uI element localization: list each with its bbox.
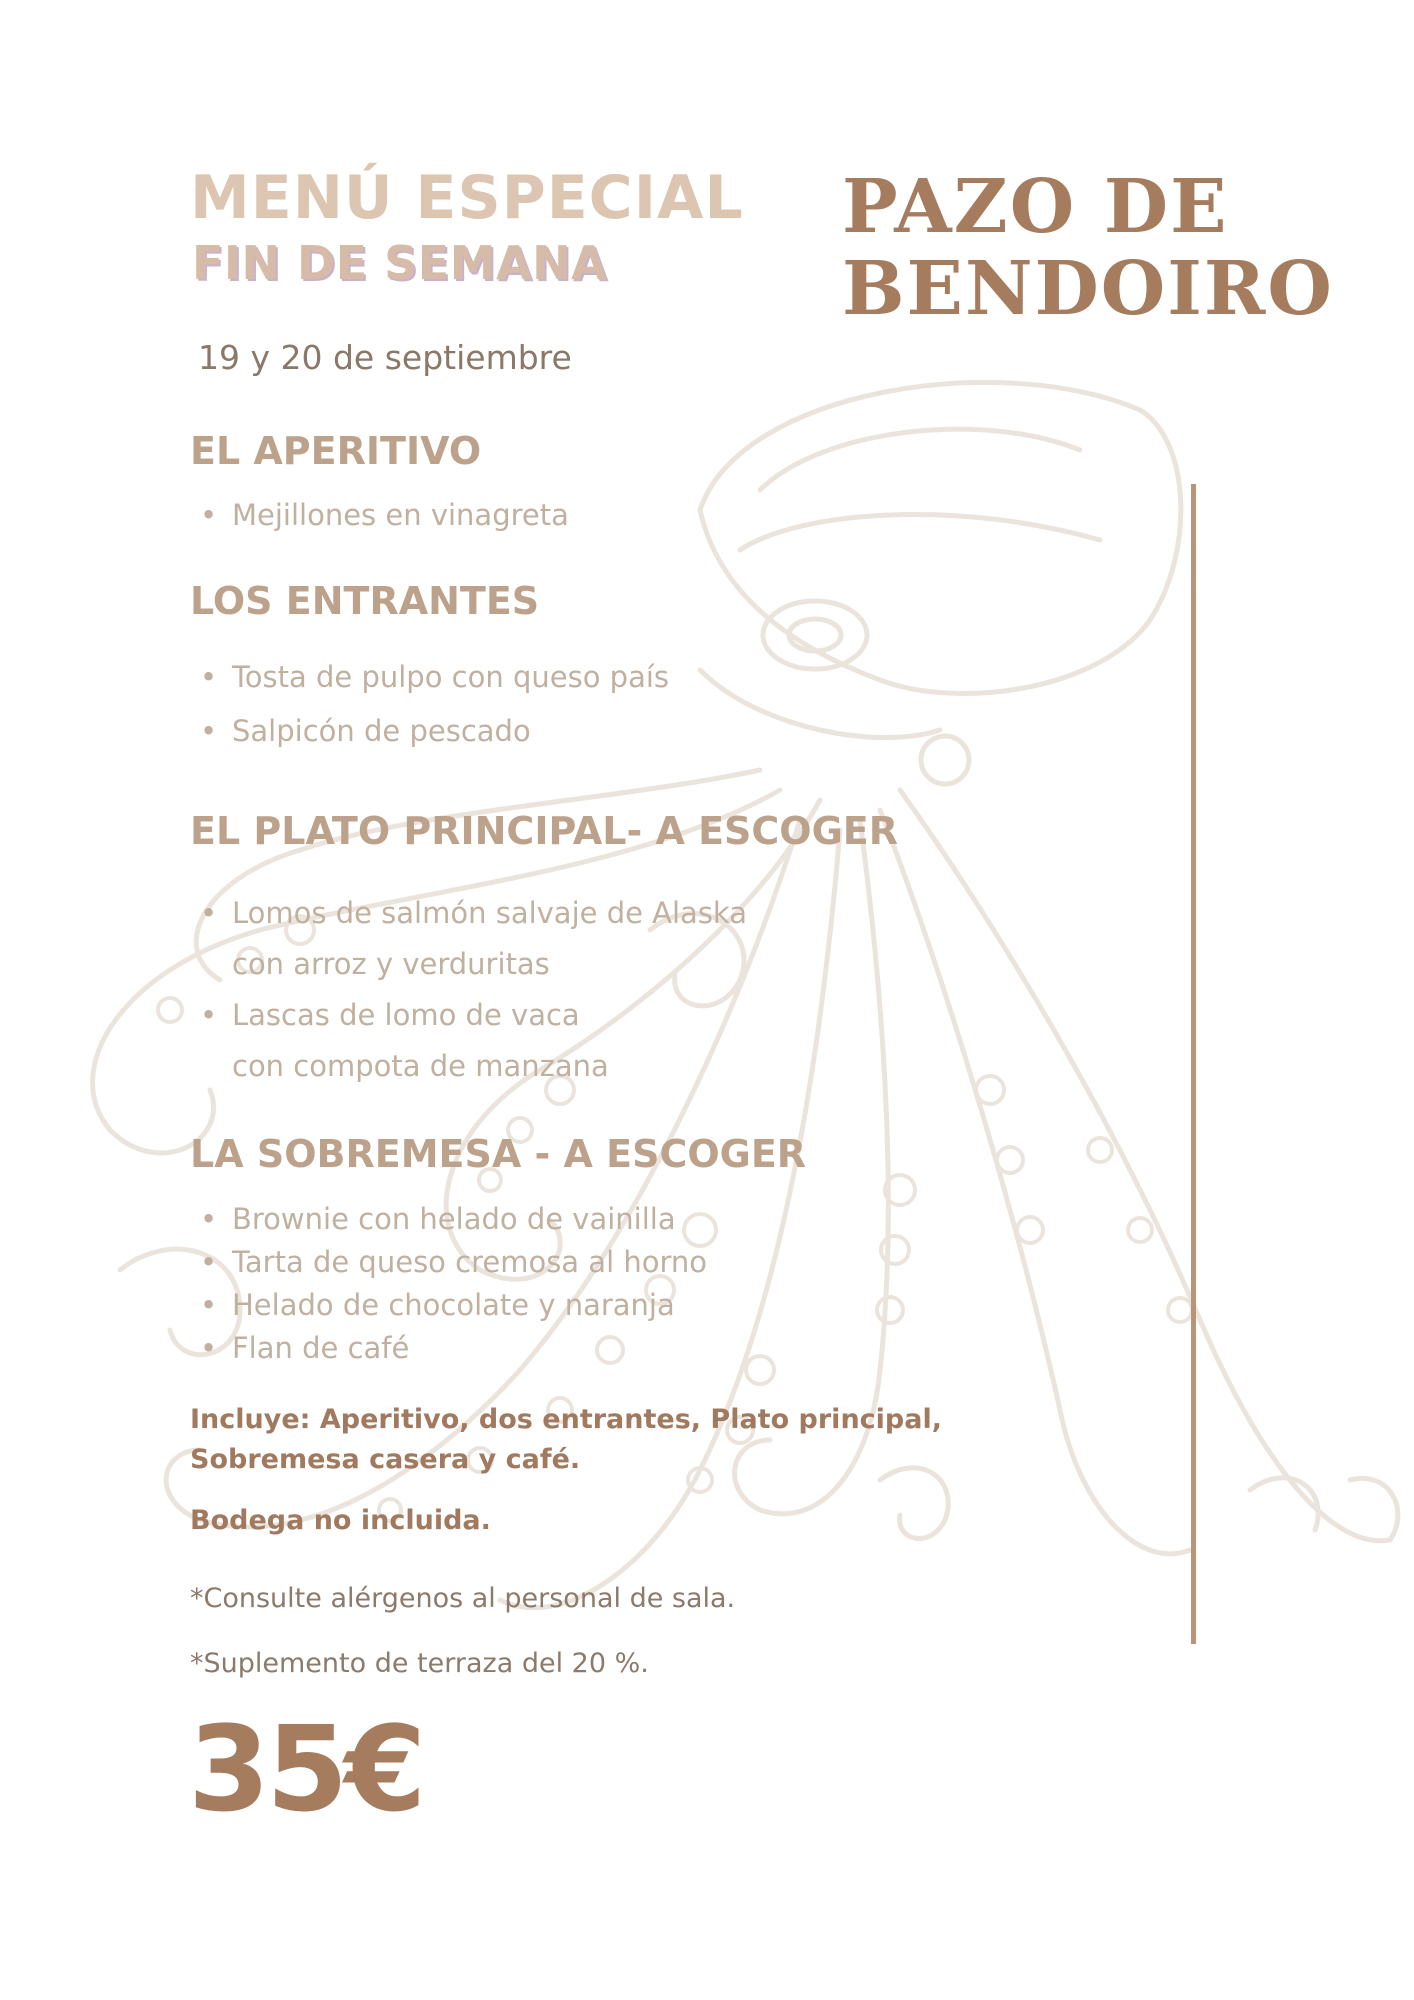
bodega-note: Bodega no incluida. — [190, 1505, 491, 1536]
list-item: • Brownie con helado de vainilla — [200, 1198, 707, 1241]
dish-line-2: con arroz y verduritas — [232, 947, 550, 981]
restaurant-logo — [842, 164, 1334, 332]
includes-line-2: Sobremesa casera y café. — [190, 1444, 581, 1475]
includes-line-1: Incluye: Aperitivo, dos entrantes, Plato principal, — [190, 1404, 942, 1435]
vertical-divider — [1191, 484, 1196, 1644]
logo-line-2: BENDOIRO — [842, 246, 1334, 332]
dish-line-2: con compota de manzana — [232, 1049, 609, 1083]
aperitivo-list — [200, 492, 569, 538]
list-item: • Salpicón de pescado — [200, 704, 669, 758]
section-title-principal: EL PLATO PRINCIPAL- A ESCOGER — [190, 809, 899, 853]
dish-line-1: • Lomos de salmón salvaje de Alaska — [232, 896, 747, 930]
list-item: • Flan de café — [200, 1327, 707, 1370]
section-title-aperitivo: EL APERITIVO — [190, 429, 482, 473]
entrantes-list — [200, 650, 669, 758]
menu-price: 35€ — [188, 1700, 423, 1838]
list-item — [200, 990, 747, 1092]
logo-line-1: PAZO DE — [842, 164, 1229, 250]
list-item: • Mejillones en vinagreta — [200, 492, 569, 538]
terrace-note: *Suplemento de terraza del 20 %. — [190, 1648, 649, 1679]
list-item: • Tarta de queso cremosa al horno — [200, 1241, 707, 1284]
principal-list — [200, 888, 747, 1092]
sobremesa-list — [200, 1198, 707, 1370]
list-item: • Helado de chocolate y naranja — [200, 1284, 707, 1327]
includes-text — [190, 1400, 942, 1480]
menu-date: 19 y 20 de septiembre — [198, 338, 572, 377]
menu-subtitle: FIN DE SEMANA — [192, 236, 608, 290]
list-item — [200, 888, 747, 990]
list-item: • Tosta de pulpo con queso país — [200, 650, 669, 704]
section-title-sobremesa: LA SOBREMESA - A ESCOGER — [190, 1132, 807, 1176]
menu-title: MENÚ ESPECIAL — [190, 163, 744, 233]
allergens-note: *Consulte alérgenos al personal de sala. — [190, 1583, 736, 1614]
section-title-entrantes: LOS ENTRANTES — [190, 579, 540, 623]
dish-line-1: • Lascas de lomo de vaca — [232, 998, 580, 1032]
